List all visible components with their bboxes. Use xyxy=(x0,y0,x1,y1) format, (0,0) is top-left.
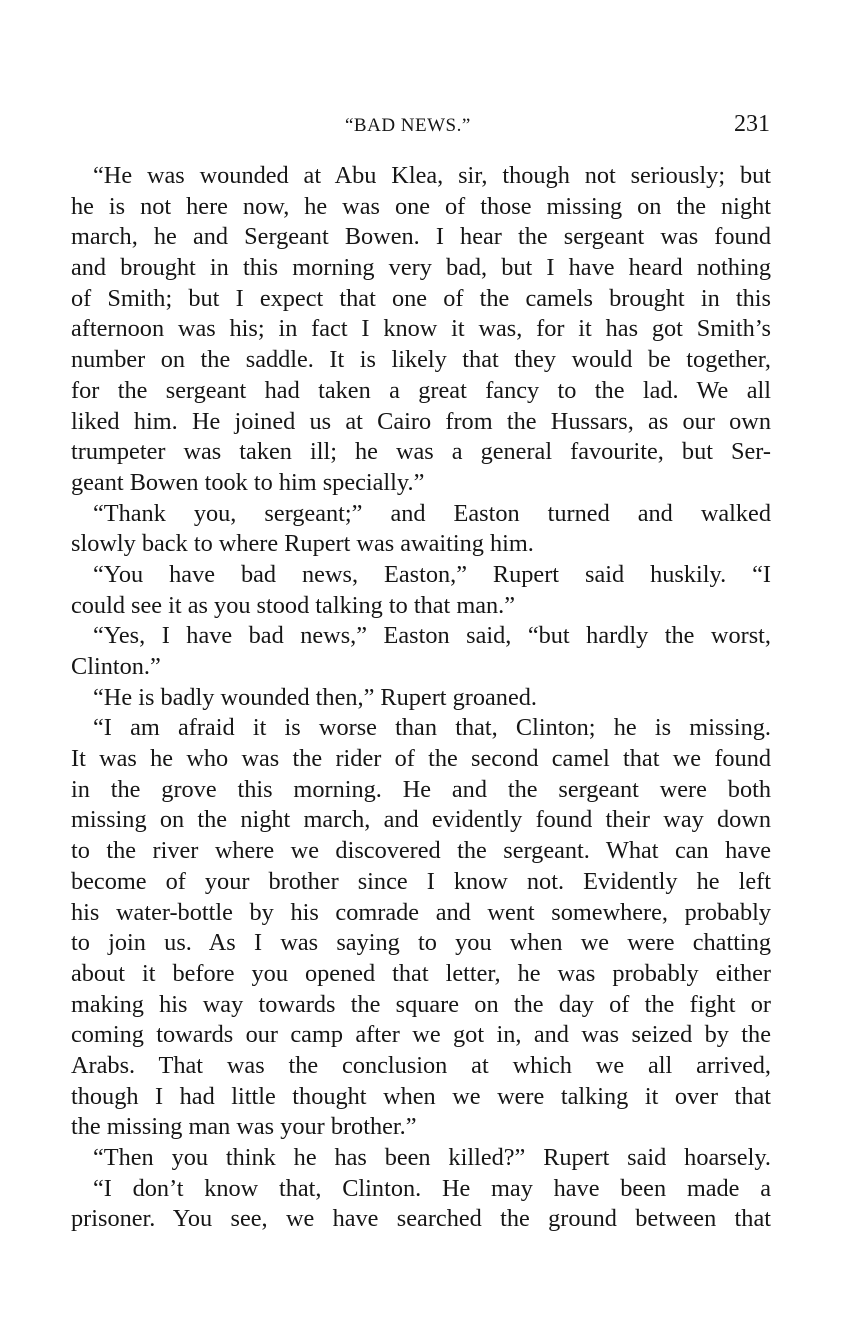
text-line: making his way towards the square on the day of the fight or xyxy=(71,990,771,1018)
text-line: “He was wounded at Abu Klea, sir, though not seriously; but xyxy=(93,162,771,189)
page-header xyxy=(70,111,770,143)
text-line: Clinton.” xyxy=(71,653,161,680)
text-line: geant Bowen took to him specially.” xyxy=(71,468,425,496)
text-line: could see it as you stood talking to that man.” xyxy=(71,591,516,619)
text-line: “Then you think he has been killed?” Rupert said hoarsely. xyxy=(93,1144,771,1171)
text-line: Arabs. That was the conclusion at which we all arrived, xyxy=(71,1051,771,1079)
body-text xyxy=(71,161,771,1235)
running-head: “BAD NEWS.” xyxy=(345,115,471,136)
text-line: “I don’t know that, Clinton. He may have been made a xyxy=(93,1174,771,1202)
page-number: 231 xyxy=(734,111,770,137)
text-line: trumpeter was taken ill; he was a general favourite, but Ser- xyxy=(71,438,771,466)
text-line: prisoner. You see, we have searched the ground between that xyxy=(71,1205,771,1233)
text-line: about it before you opened that letter, he was probably either xyxy=(71,959,771,987)
text-line: the missing man was your brother.” xyxy=(71,1113,417,1141)
text-line: “Thank you, sergeant;” and Easton turned and walked xyxy=(93,499,771,527)
text-line: though I had little thought when we were talking it over that xyxy=(71,1082,771,1110)
text-line: in the grove this morning. He and the sergeant were both xyxy=(71,775,771,803)
text-line: to the river where we discovered the sergeant. What can have xyxy=(71,837,771,865)
text-line: “I am afraid it is worse than that, Clinton; he is missing. xyxy=(93,714,771,742)
text-line: liked him. He joined us at Cairo from the Hussars, as our own xyxy=(71,407,771,435)
text-line: coming towards our camp after we got in, and was seized by the xyxy=(71,1021,771,1049)
text-line: missing on the night march, and evidently found their way down xyxy=(71,806,771,834)
text-line: of Smith; but I expect that one of the camels brought in this xyxy=(71,284,771,312)
text-line: to join us. As I was saying to you when we were chatting xyxy=(71,929,771,957)
text-line: number on the saddle. It is likely that they would be together, xyxy=(71,346,771,374)
text-line: slowly back to where Rupert was awaiting him. xyxy=(71,530,534,558)
text-line: “He is badly wounded then,” Rupert groaned. xyxy=(93,683,537,711)
text-line: he is not here now, he was one of those missing on the night xyxy=(71,192,771,220)
text-line: for the sergeant had taken a great fancy to the lad. We all xyxy=(71,376,771,404)
text-line: his water-bottle by his comrade and went somewhere, probably xyxy=(71,898,771,926)
text-line: and brought in this morning very bad, but I have heard nothing xyxy=(71,254,771,282)
text-line: march, he and Sergeant Bowen. I hear the sergeant was found xyxy=(71,223,771,251)
text-line: become of your brother since I know not. Evidently he left xyxy=(71,867,771,895)
text-line: “Yes, I have bad news,” Easton said, “but hardly the worst, xyxy=(93,622,771,650)
text-line: It was he who was the rider of the second camel that we found xyxy=(71,745,771,773)
text-line: “You have bad news, Easton,” Rupert said huskily. “I xyxy=(93,560,771,588)
text-line: afternoon was his; in fact I know it was, for it has got Smith’s xyxy=(71,315,771,343)
